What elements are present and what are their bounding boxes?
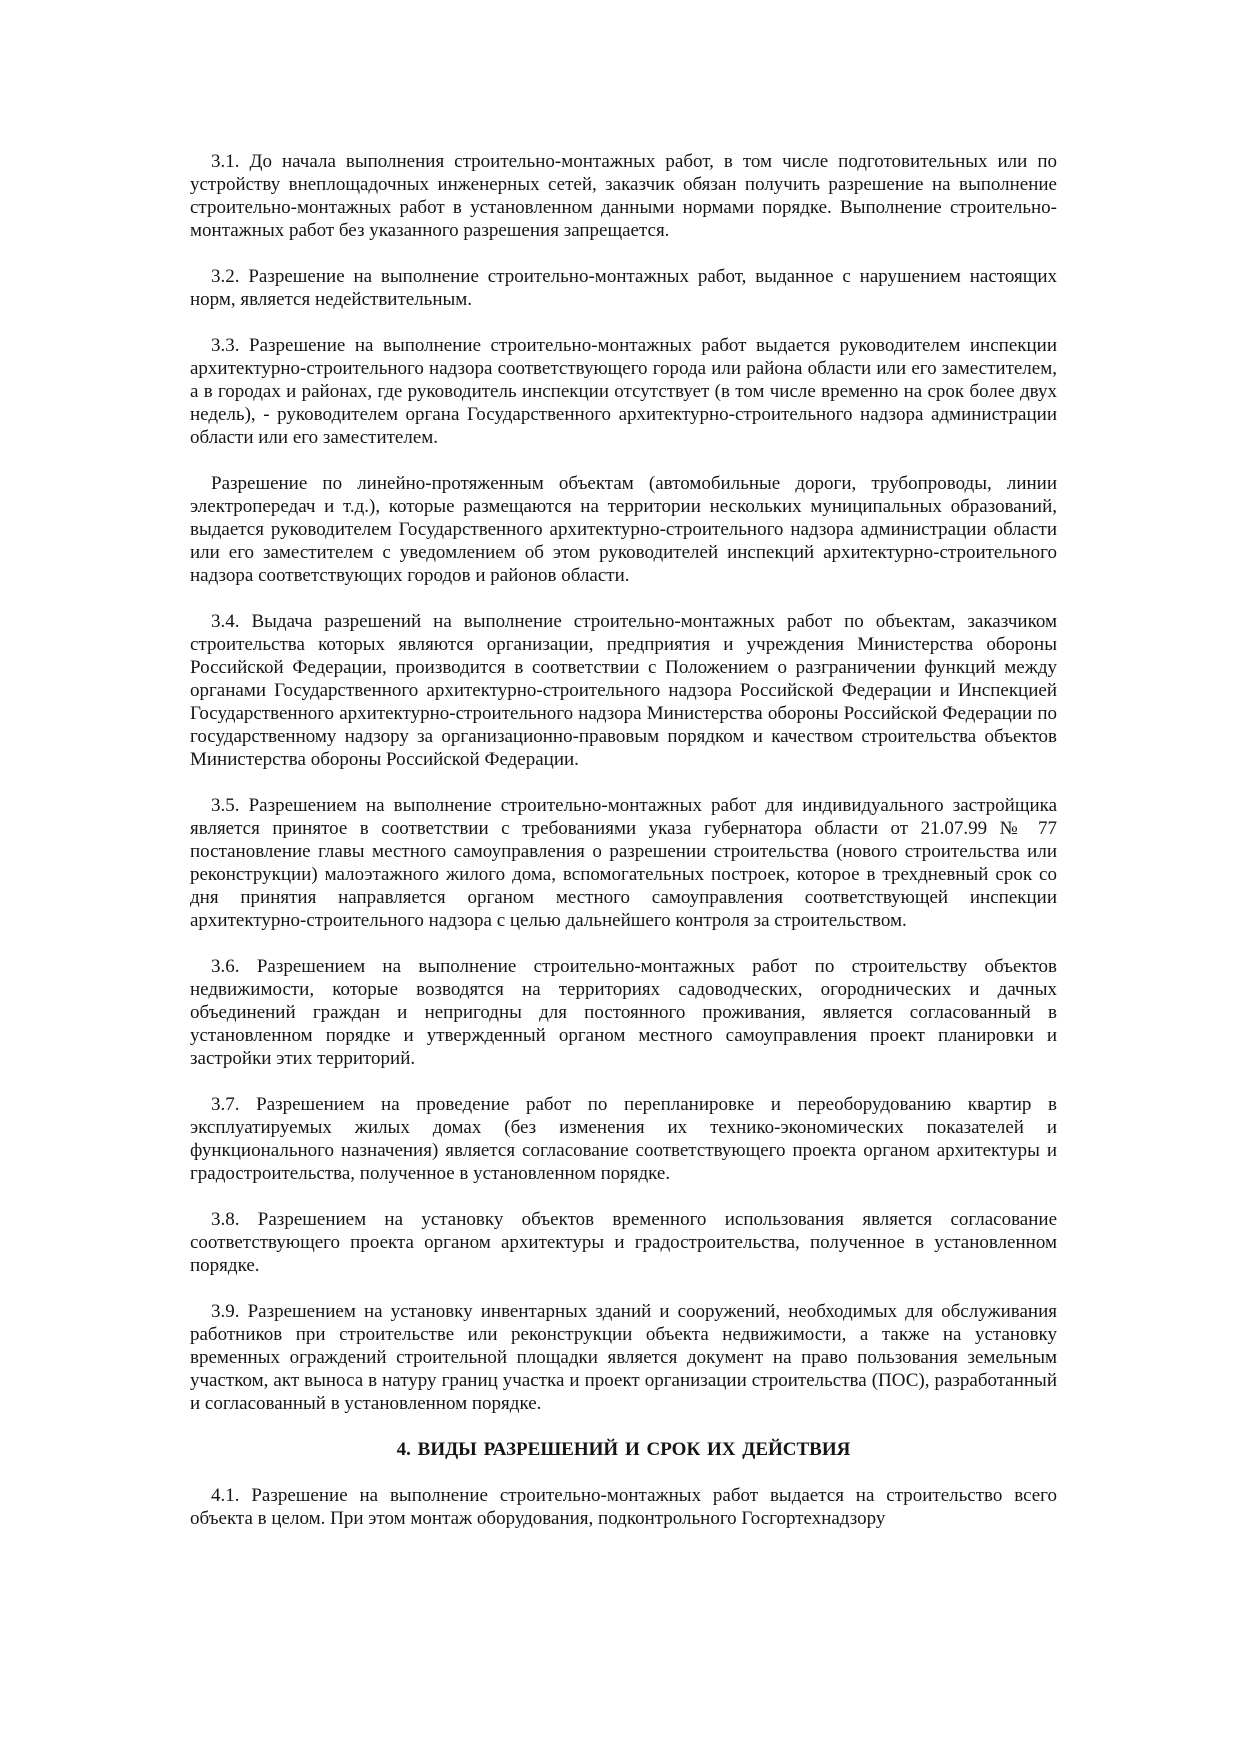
- document-page: [190, 150, 1057, 1530]
- paragraph-3-1: 3.1. До начала выполнения строительно-монтажных работ, в том числе подготовительных или по устройству внеплощадочных инженерных сетей, заказчик обязан получить разрешение на выполнение строительно-монтажных работ в установленном данными нормами порядке. Выполнение строительно-монтажных работ без указанного разрешения запрещается.: [190, 151, 1057, 241]
- paragraph-3-9: 3.9. Разрешением на установку инвентарных зданий и сооружений, необходимых для обслуживания работников при строительстве или реконструкции объекта недвижимости, а также на установку временных ограждений строительной площадки является документ на право пользования земельным участком, акт выноса в натуру границ участка и проект организации строительства (ПОС), разработанный и согласованный в установленном порядке.: [190, 1301, 1057, 1414]
- paragraph-3-8: 3.8. Разрешением на установку объектов временного использования является согласование соответствующего проекта органом архитектуры и градостроительства, полученное в установленном порядке.: [190, 1209, 1057, 1276]
- paragraph-3-2: 3.2. Разрешение на выполнение строительно-монтажных работ, выданное с нарушением настоящих норм, является недействительным.: [190, 266, 1057, 310]
- paragraph-3-7: 3.7. Разрешением на проведение работ по перепланировке и переоборудованию квартир в эксплуатируемых жилых домах (без изменения их технико-экономических показателей и функционального назначения) является согласование соответствующего проекта органом архитектуры и градостроительства, полученное в установленном порядке.: [190, 1094, 1057, 1184]
- paragraph-3-3: 3.3. Разрешение на выполнение строительно-монтажных работ выдается руководителем инспекции архитектурно-строительного надзора соответствующего города или района области или его заместителем, а в городах и районах, где руководитель инспекции отсутствует (в том числе временно на срок более двух недель), - руководителем органа Государственного архитектурно-строительного надзора администрации области или его заместителем.: [190, 335, 1057, 448]
- section-heading-4: 4. ВИДЫ РАЗРЕШЕНИЙ И СРОК ИХ ДЕЙСТВИЯ: [396, 1439, 851, 1460]
- paragraph-3-3-linear-objects: Разрешение по линейно-протяженным объектам (автомобильные дороги, трубопроводы, линии электропередач и т.д.), которые размещаются на территории нескольких муниципальных образований, выдается руководителем Государственного архитектурно-строительного надзора администрации области или его заместителем с уведомлением об этом руководителей инспекций архитектурно-строительного надзора соответствующих городов и районов области.: [190, 473, 1057, 586]
- paragraph-3-5: 3.5. Разрешением на выполнение строительно-монтажных работ для индивидуального застройщика является принятое в соответствии с требованиями указа губернатора области от 21.07.99 № 77 постановление главы местного самоуправления о разрешении строительства (нового строительства или реконструкции) малоэтажного жилого дома, вспомогательных построек, которое в трехдневный срок со дня принятия направляется органом местного самоуправления соответствующей инспекции архитектурно-строительного надзора с целью дальнейшего контроля за строительством.: [190, 795, 1057, 931]
- paragraph-3-4: 3.4. Выдача разрешений на выполнение строительно-монтажных работ по объектам, заказчиком строительства которых являются организации, предприятия и учреждения Министерства обороны Российской Федерации, производится в соответствии с Положением о разграничении функций между органами Государственного архитектурно-строительного надзора Российской Федерации и Инспекцией Государственного архитектурно-строительного надзора Министерства обороны Российской Федерации по государственному надзору за организационно-правовым порядком и качеством строительства объектов Министерства обороны Российской Федерации.: [190, 611, 1057, 770]
- paragraph-4-1: 4.1. Разрешение на выполнение строительно-монтажных работ выдается на строительство всего объекта в целом. При этом монтаж оборудования, подконтрольного Госгортехнадзору: [190, 1485, 1057, 1529]
- paragraph-3-6: 3.6. Разрешением на выполнение строительно-монтажных работ по строительству объектов недвижимости, которые возводятся на территориях садоводческих, огороднических и дачных объединений граждан и непригодны для постоянного проживания, является согласованный в установленном порядке и утвержденный органом местного самоуправления проект планировки и застройки этих территорий.: [190, 956, 1057, 1069]
